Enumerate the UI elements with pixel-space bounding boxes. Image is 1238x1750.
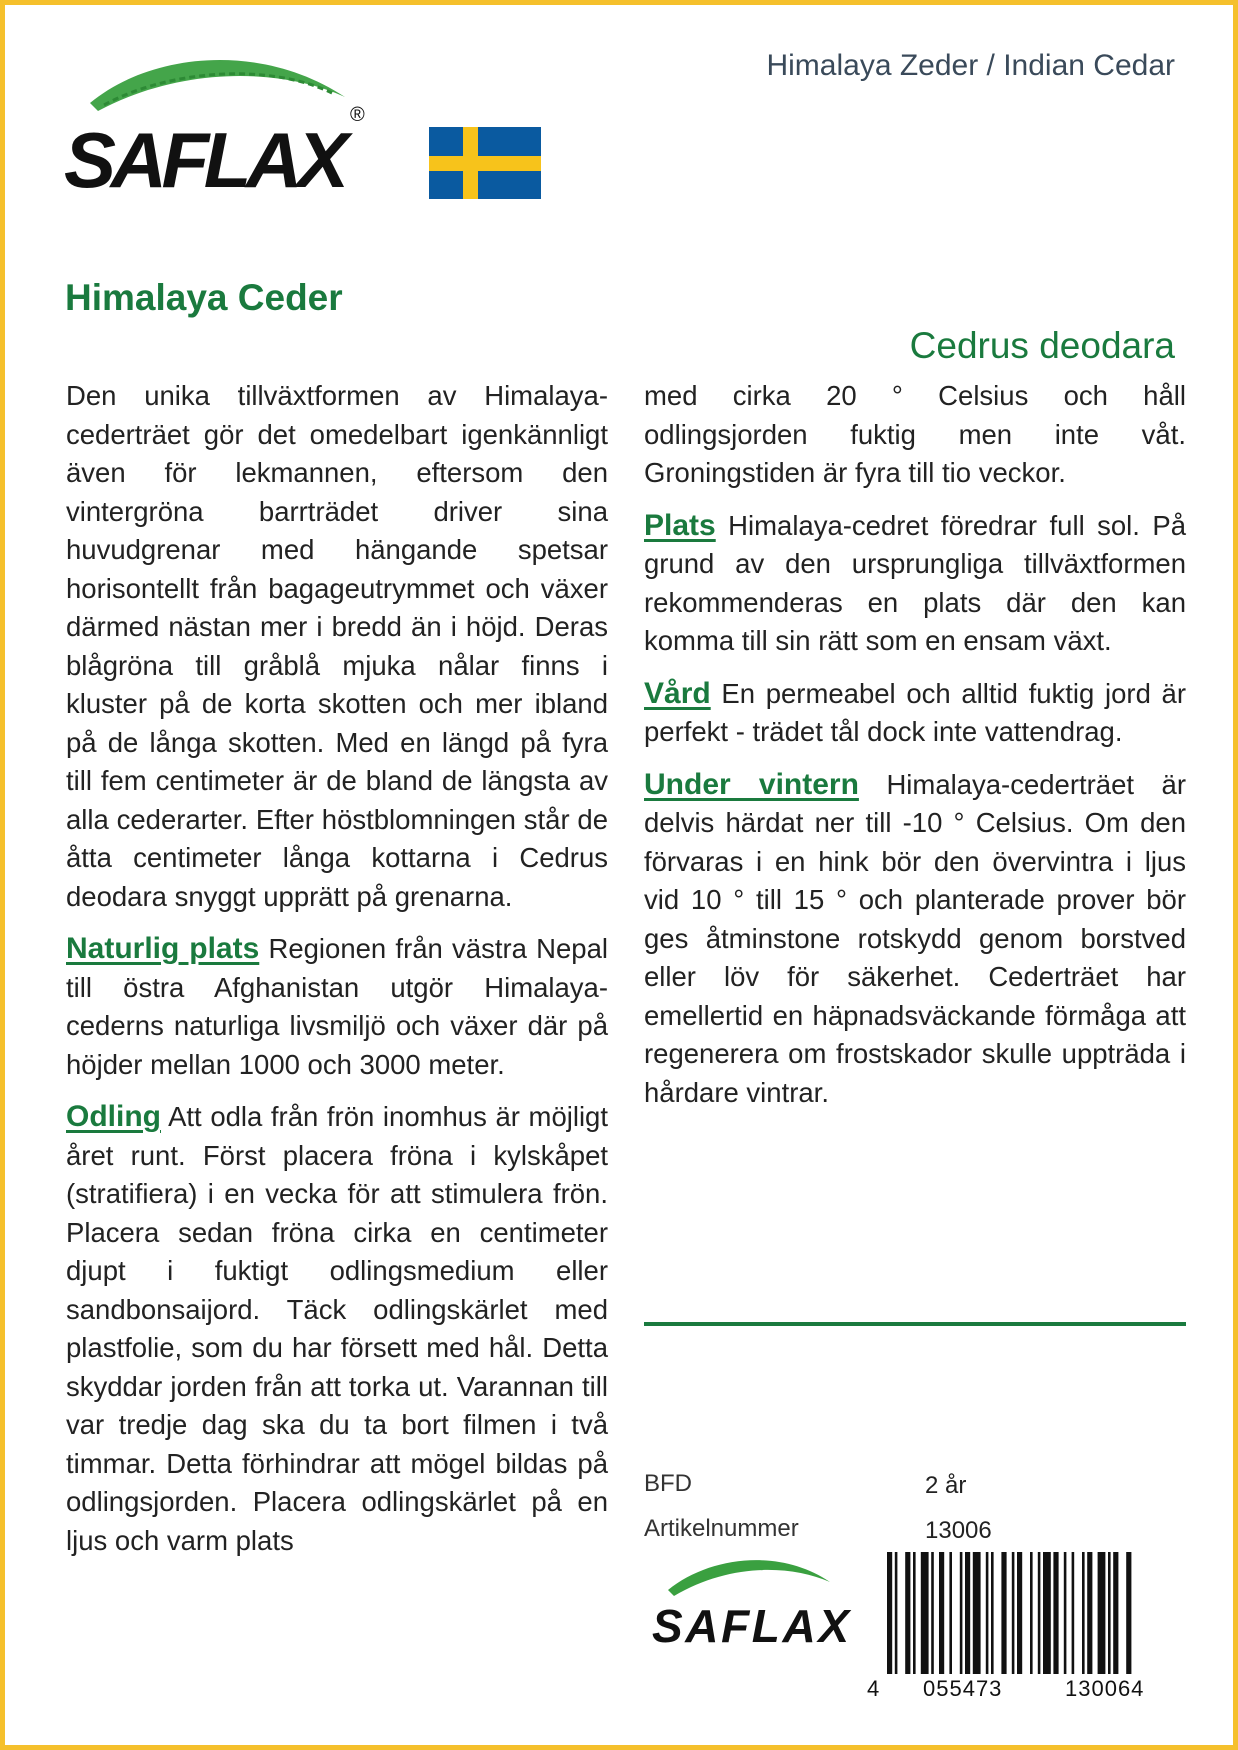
logo-swoosh bbox=[668, 1560, 830, 1596]
intro-paragraph: Den unika tillväxtformen av Himalaya-cederträet gör det omedelbart igenkännligt även för lekmannen, eftersom den vintergröna barrträdet driver sina huvudgrenar med hängande spetsar horisontellt från bagageutrymmet och växer därmed nästan mer i bredd än i höjd. Deras blågröna till gråblå mjuka nålar finns i kluster på de korta skotten och mer ibland på de långa skotten. Med en längd på fyra till fem centimeter är de bland de längsta av alla cederarter. Efter höstblomningen står de åtta centimeter långa kottarna i Cedrus deodara snyggt upprätt på grenarna. bbox=[66, 380, 608, 912]
barcode-digits-middle: 055473 bbox=[923, 1676, 1003, 1701]
barcode-bar bbox=[1113, 1552, 1118, 1687]
barcode bbox=[865, 1552, 1187, 1702]
section-text: Himalaya-cedret föredrar full sol. På grund av den ursprungliga tillväxtformen rekommenderas en plats där den kan komma till sin rätt som en ensam växt. bbox=[644, 509, 1186, 656]
barcode-bar bbox=[1082, 1552, 1085, 1687]
barcode-bar bbox=[895, 1552, 898, 1687]
article-value: 13006 bbox=[925, 1517, 992, 1544]
barcode-bar bbox=[973, 1552, 981, 1687]
barcode-bar bbox=[949, 1552, 952, 1687]
section-vard bbox=[644, 675, 1186, 752]
section-text: Himalaya-cederträet är delvis härdat ner till -10 ° Celsius. Om den förvaras i en hink bör den övervintra i ljus vid 10 ° till 15 ° och planterade prover bör ges åtminstone rotskydd genom borstved eller löv för säkerhet. Cederträet har emellertid en häpnadsväckande förmåga att regenerera om frostskador skulle uppträda i hårdare vintrar. bbox=[644, 768, 1187, 1108]
swedish-flag-icon bbox=[429, 127, 541, 199]
barcode-bar bbox=[1108, 1552, 1111, 1687]
header-title: Himalaya Zeder / Indian Cedar bbox=[766, 49, 1175, 82]
section-text: En permeabel och alltid fuktig jord är perfekt - trädet tål dock inte vattendrag. bbox=[644, 677, 1186, 747]
logo-swoosh bbox=[90, 60, 345, 111]
barcode-bar bbox=[921, 1552, 929, 1687]
saflax-logo bbox=[60, 45, 420, 215]
section-naturlig-plats bbox=[66, 930, 608, 1084]
barcode-bars bbox=[887, 1552, 1131, 1687]
article-label: Artikelnummer bbox=[644, 1515, 799, 1542]
barcode-bar bbox=[931, 1552, 934, 1687]
left-column bbox=[66, 377, 608, 1574]
barcode-bar bbox=[1087, 1552, 1092, 1687]
barcode-bar bbox=[1038, 1552, 1041, 1687]
section-odling bbox=[66, 1098, 608, 1560]
logo-text: SAFLAX bbox=[652, 1600, 852, 1652]
registered-mark: ® bbox=[350, 104, 365, 126]
barcode-bar bbox=[905, 1552, 910, 1687]
barcode-digits-last: 130064 bbox=[1065, 1676, 1145, 1701]
section-heading: Odling bbox=[66, 1100, 161, 1133]
section-under-vintern bbox=[644, 766, 1186, 1113]
barcode-bar bbox=[939, 1552, 944, 1687]
section-text: Att odla från frön inomhus är möjligt året runt. Först placera fröna i kylskåpet (stratifiera) i en vecka för att stimulera frön. Placera sedan fröna cirka en centimeter djupt i fuktigt odlingsmedium eller sandbonsaijord. Täck odlingskärlet med plastfolie, som du har försett med hål. Detta skyddar jorden från att torka ut. Varannan till var tredje dag ska du ta bort filmen i två timmar. Detta förhindrar att mögel bildas på odlingsjorden. Placera odlingskärlet på en ljus och varm plats bbox=[66, 1101, 608, 1556]
barcode-bar bbox=[913, 1552, 916, 1687]
logo-text: SAFLAX bbox=[64, 116, 354, 204]
barcode-bar bbox=[1126, 1552, 1131, 1687]
barcode-bar bbox=[1017, 1552, 1022, 1687]
barcode-bar bbox=[991, 1552, 994, 1687]
section-heading: Under vintern bbox=[644, 767, 859, 801]
section-plats bbox=[644, 507, 1186, 661]
barcode-bar bbox=[965, 1552, 970, 1687]
odling-continued: med cirka 20 ° Celsius och håll odlingsjorden fuktig men inte våt. Groningstiden är fyra till tio veckor. bbox=[644, 380, 1186, 488]
barcode-bar bbox=[1030, 1552, 1033, 1687]
saflax-logo-small bbox=[650, 1550, 865, 1660]
barcode-bar bbox=[1064, 1552, 1067, 1687]
barcode-bar bbox=[887, 1552, 892, 1687]
bfd-value: 2 år bbox=[925, 1472, 967, 1499]
product-title: Himalaya Ceder bbox=[65, 277, 343, 318]
barcode-bar bbox=[1053, 1552, 1058, 1687]
section-heading: Vård bbox=[644, 676, 711, 710]
section-heading: Naturlig plats bbox=[66, 932, 260, 965]
divider bbox=[644, 1322, 1186, 1326]
barcode-bar bbox=[1072, 1552, 1075, 1687]
bfd-label: BFD bbox=[644, 1470, 692, 1497]
barcode-digit-first: 4 bbox=[867, 1676, 880, 1701]
barcode-bar bbox=[1001, 1552, 1006, 1687]
barcode-bar bbox=[1012, 1552, 1015, 1687]
section-text: Regionen från västra Nepal till östra Afghanistan utgör Himalaya-cederns naturliga livsmiljö och växer där på höjder mellan 1000 och 3000 meter. bbox=[66, 933, 608, 1080]
right-column bbox=[644, 377, 1186, 1126]
section-heading: Plats bbox=[644, 508, 716, 542]
barcode-bar bbox=[986, 1552, 989, 1687]
barcode-bar bbox=[960, 1552, 963, 1687]
latin-name: Cedrus deodara bbox=[909, 325, 1175, 366]
barcode-bar bbox=[1043, 1552, 1051, 1687]
barcode-bar bbox=[1098, 1552, 1106, 1687]
